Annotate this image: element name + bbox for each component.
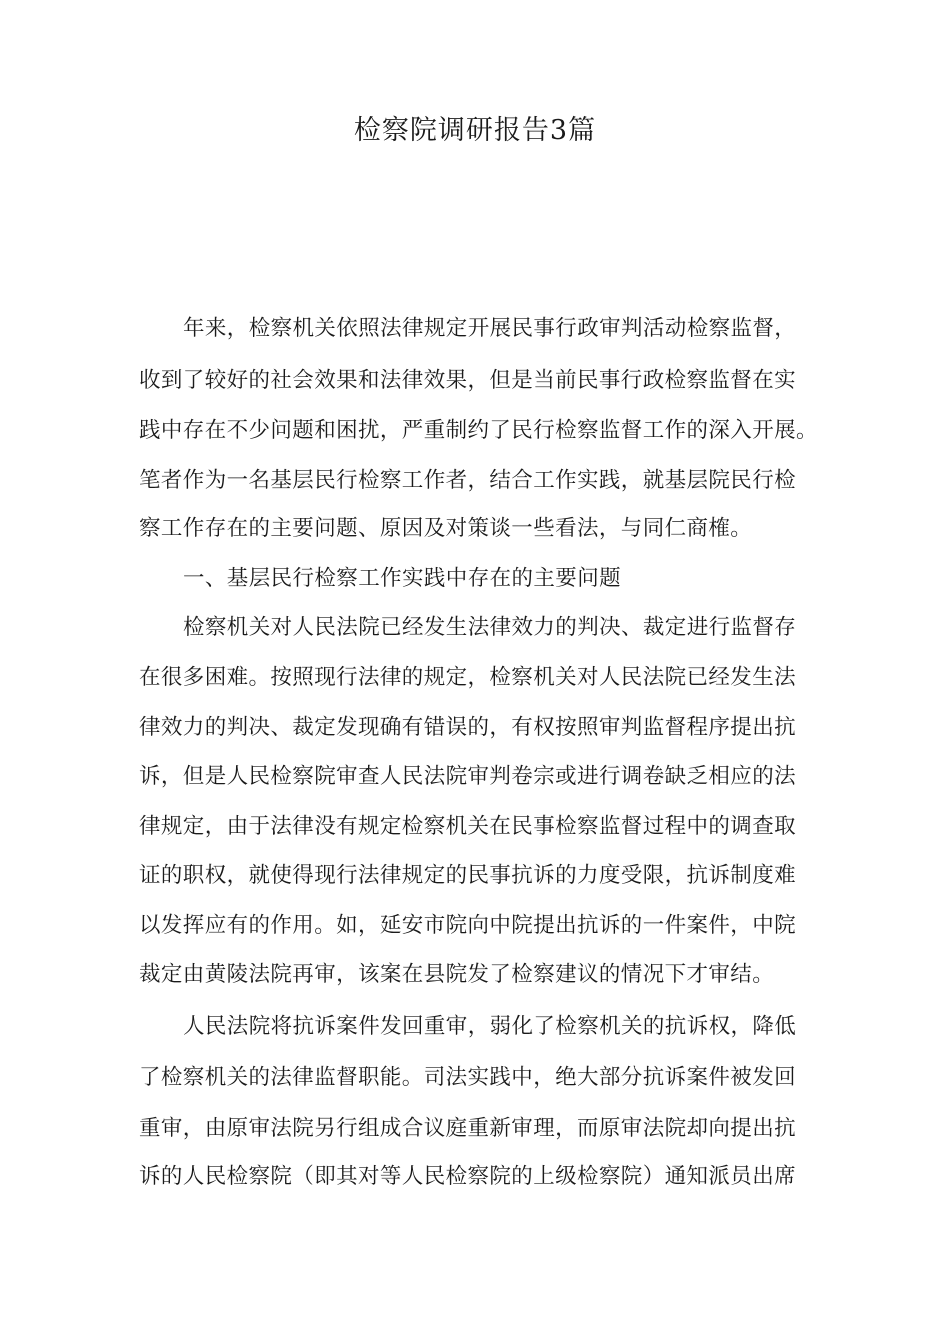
body-line: 年来，检察机关依照法律规定开展民事行政审判活动检察监督，	[183, 316, 797, 341]
body-line: 以发挥应有的作用。如，延安市院向中院提出抗诉的一件案件，中院	[139, 913, 797, 938]
page-title: 检察院调研报告3篇	[353, 115, 597, 146]
body-line: 了检察机关的法律监督职能。司法实践中，绝大部分抗诉案件被发回	[139, 1065, 797, 1090]
body-line: 诉，但是人民检察院审查人民法院审判卷宗或进行调卷缺乏相应的法	[139, 764, 797, 789]
section-heading: 一、基层民行检察工作实践中存在的主要问题	[183, 566, 622, 591]
body-line: 践中存在不少问题和困扰，严重制约了民行检察监督工作的深入开展。	[139, 418, 818, 443]
body-line: 裁定由黄陵法院再审，该案在县院发了检察建议的情况下才审结。	[139, 962, 775, 987]
body-line: 诉的人民检察院（即其对等人民检察院的上级检察院）通知派员出席	[139, 1164, 797, 1189]
body-line: 收到了较好的社会效果和法律效果，但是当前民事行政检察监督在实	[139, 368, 797, 393]
body-line: 察工作存在的主要问题、原因及对策谈一些看法，与同仁商榷。	[139, 516, 753, 541]
body-line: 检察机关对人民法院已经发生法律效力的判决、裁定进行监督存	[183, 615, 797, 640]
body-line: 律规定，由于法律没有规定检察机关在民事检察监督过程中的调查取	[139, 814, 797, 839]
body-line: 笔者作为一名基层民行检察工作者，结合工作实践，就基层院民行检	[139, 468, 797, 493]
body-line: 在很多困难。按照现行法律的规定，检察机关对人民法院已经发生法	[139, 665, 797, 690]
body-line: 重审，由原审法院另行组成合议庭重新审理，而原审法院却向提出抗	[139, 1116, 797, 1141]
body-line: 律效力的判决、裁定发现确有错误的，有权按照审判监督程序提出抗	[139, 715, 797, 740]
body-line: 证的职权，就使得现行法律规定的民事抗诉的力度受限，抗诉制度难	[139, 863, 797, 888]
body-line: 人民法院将抗诉案件发回重审，弱化了检察机关的抗诉权，降低	[183, 1014, 797, 1039]
